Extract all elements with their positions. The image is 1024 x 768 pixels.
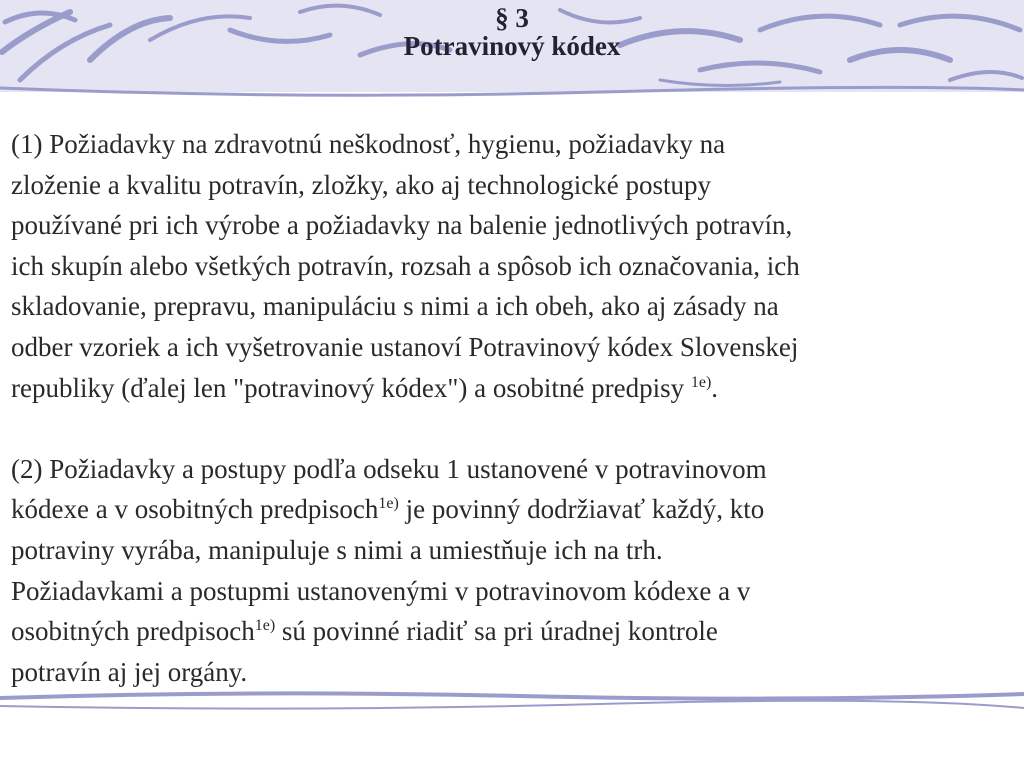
paragraph-line: (2) Požiadavky a postupy podľa odseku 1 ustanovené v potravinovom (11, 453, 767, 484)
paragraph-line: ich skupín alebo všetkých potravín, rozsah a spôsob ich označovania, ich (11, 250, 800, 281)
paragraph-line: potraviny vyrába, manipuluje s nimi a umiestňuje ich na trh. (11, 534, 663, 565)
paragraph-line (11, 368, 1016, 409)
footnote-ref: 1e) (378, 495, 399, 513)
slide-body (11, 124, 1016, 692)
line-text: osobitných predpisoch (11, 616, 255, 647)
paragraph-line (11, 611, 1016, 652)
paragraph-line: zloženie a kvalitu potravín, zložky, ako aj technologické postupy (11, 169, 712, 200)
paragraph-2 (11, 449, 1016, 693)
paragraph-line: potravín aj jej orgány. (11, 656, 248, 687)
paragraph-line (11, 489, 1016, 530)
footnote-ref: 1e) (254, 617, 276, 635)
line-text: republiky (ďalej len "potravinový kódex") a osobitné predpisy (11, 372, 691, 403)
section-title: Potravinový kódex (403, 31, 621, 61)
slide-heading (0, 4, 1024, 60)
paragraph-line: (1) Požiadavky na zdravotnú neškodnosť, hygienu, požiadavky na (11, 129, 726, 159)
paragraph-line: používané pri ich výrobe a požiadavky na balenie jednotlivých potravín, (11, 210, 793, 241)
paragraph-gap (11, 408, 1016, 449)
paragraph-line: skladovanie, prepravu, manipuláciu s nimi a ich obeh, ako aj zásady na (11, 291, 779, 322)
footnote-ref: 1e) (690, 373, 712, 391)
line-text: . (711, 372, 719, 403)
line-text: sú povinné riadiť sa pri úradnej kontrole (275, 616, 718, 647)
paragraph-line: Požiadavkami a postupmi ustanovenými v potravinovom kódexe a v (11, 575, 751, 606)
line-text: je povinný dodržiavať každý, kto (398, 494, 765, 525)
line-text: kódexe a v osobitných predpisoch (11, 494, 379, 525)
paragraph-1 (11, 124, 1016, 408)
section-number: § 3 (495, 3, 529, 33)
paragraph-line: odber vzoriek a ich vyšetrovanie ustanoví Potravinový kódex Slovenskej (11, 331, 799, 362)
